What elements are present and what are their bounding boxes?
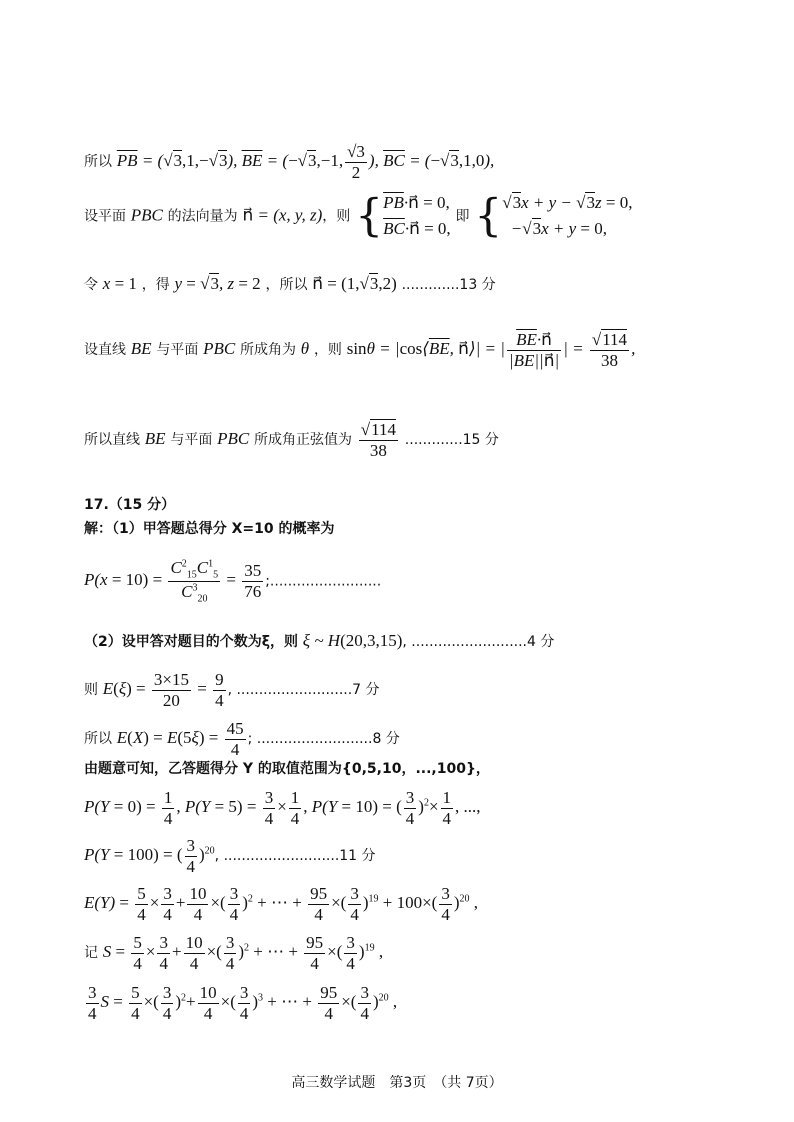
probability-line: P(x = 10) = $\frac{C^2_{15}C^1_5}{C^3_{20}}$ = $\frac{35}{76}$ ;......................... (84, 558, 382, 605)
normal-vector-system: 设平面 PBC 的法向量为 n⃗ = (x, y, z)，则 {$\overline{PB}\cdot n⃗ = 0$, $\overline{BC}\cdot n⃗ = 0$, 即 {√3x + y − √3z = 0, −√3x + y = 0, (84, 190, 633, 242)
sum-s-line: 记 S = $\frac{5}{4}$ × $\frac{3}{4}$ + $\frac{10}{4}$ ×( $\frac{3}{4}$ )$^2$ + ⋯ + $\frac{95}{4}$ ×( $\frac{3}{4}$ )$^{19}$ , (84, 933, 384, 973)
solution-line-13: 令 x = 1 ，得 y = √3, z = 2 ，所以 n⃗ = (1,√3,2) .............13 分 (84, 274, 496, 293)
expectation-xi-line: 则 E(ξ) = $\frac{3\times 15}{20}$ = $\frac{9}{4}$ , ..........................7 分 (84, 670, 380, 710)
sum-three-quarter-s-line: $\frac{3}{4}$ S = $\frac{5}{4}$ ×( $\frac{3}{4}$ )$^2$+ $\frac{10}{4}$ ×( $\frac{3}{4}$ )$^3$ + ⋯ + $\frac{95}{4}$ ×( $\frac{3}{4}$ )$^{20}$ , (88, 983, 398, 1023)
hypergeometric-line: （2）设甲答对题目的个数为ξ，则 ξ ~ H(20,3,15), ..........................4 分 (84, 631, 555, 650)
p100-line: P(Y = 100) = ( $\frac{3}{4}$ )$^{20}$, ..........................11 分 (84, 836, 376, 876)
vector-line: 所以 $\overline{PB} = (√3,1,-√3)$, $\overline{BE} = (-√3,-1$, $\frac{√3}{2}$ ), $\overline{BC} = (-√3,1,0)$, (84, 142, 495, 182)
range-line: 由题意可知，乙答题得分 Y 的取值范围为{0,5,10，...,100}， (84, 761, 490, 777)
solution-part1: 解：（1）甲答题总得分 X=10 的概率为 (84, 521, 335, 537)
question-17-heading: 17.（15 分） (84, 497, 176, 513)
angle-line: 设直线 BE 与平面 PBC 所成角为 θ ，则 $\sin\theta = |\cos⟨\overline{BE}$, n⃗⟩| = | $\frac{\overline{BE}\cdot n⃗}{|\overline{BE}||n⃗|}$ | = $\frac{√114}{38}$ , (84, 330, 636, 370)
expectation-x-line: 所以 E(X) = E(5ξ) = $\frac{45}{4}$ ; ..........................8 分 (84, 719, 400, 759)
expectation-y-line: E(Y) = $\frac{5}{4}$ × $\frac{3}{4}$ + $\frac{10}{4}$ ×( $\frac{3}{4}$ )$^2$ + ⋯ + $\frac{95}{4}$ ×( $\frac{3}{4}$ )$^{19}$ + 100×( $\frac{3}{4}$ )$^{20}$ , (84, 884, 478, 924)
solution-line-15: 所以直线 BE 与平面 PBC 所成角正弦值为 $\frac{√114}{38}$ .............15 分 (84, 420, 499, 460)
page-footer: 高三数学试题 第3页 （共 7页） (291, 1075, 503, 1091)
distribution-line: P(Y = 0) = $\frac{1}{4}$ , P(Y = 5) = $\frac{3}{4}$ × $\frac{1}{4}$ , P(Y = 10) = ( $\frac{3}{4}$ )$^2$× $\frac{1}{4}$ , ..., (84, 788, 481, 828)
